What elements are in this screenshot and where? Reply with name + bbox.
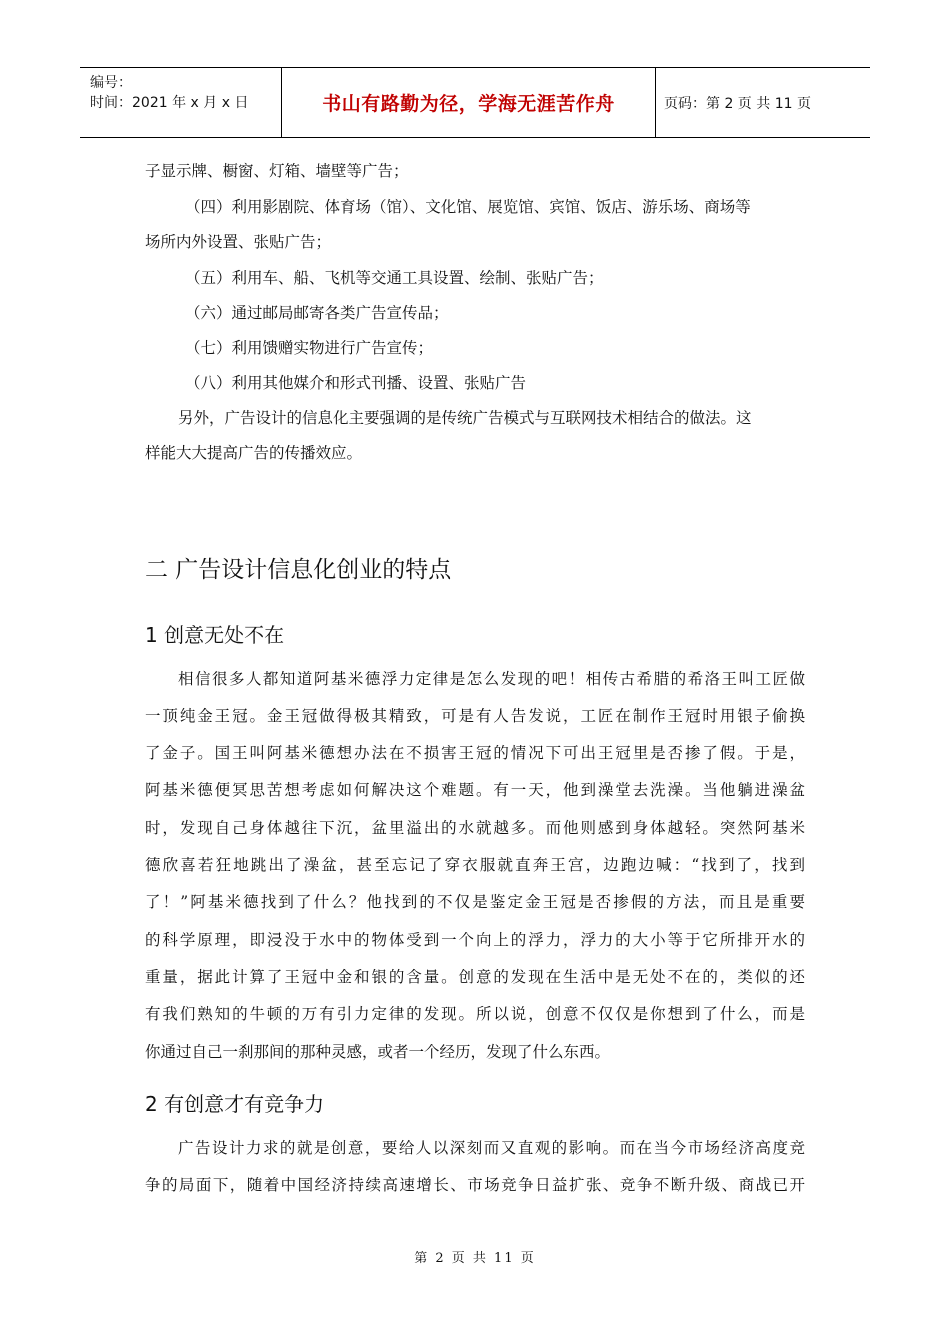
body-line: 子显示牌、橱窗、灯箱、墙壁等广告；: [145, 162, 409, 180]
page-info: 页码：第 2 页 共 11 页: [664, 95, 811, 112]
body-line: 场所内外设置、张贴广告；: [145, 233, 332, 251]
header-page-cell: [656, 68, 870, 137]
paragraph-line: 争的局面下，随着中国经济持续高速增长、市场竞争日益扩张、竞争不断升级、商战已开: [145, 1176, 805, 1194]
paragraph-line: 有我们熟知的牛顿的万有引力定律的发现。所以说，创意不仅仅是你想到了什么，而是: [145, 1005, 805, 1023]
paragraph-line: 的科学原理，即浸没于水中的物体受到一个向上的浮力，浮力的大小等于它所排开水的: [145, 931, 805, 949]
date-label: 时间：2021 年 x 月 x 日: [90, 95, 249, 111]
motto-text: 书山有路勤为径，学海无涯苦作舟: [322, 93, 615, 115]
paragraph-line: 了！”阿基米德找到了什么？他找到的不仅是鉴定金王冠是否掺假的方法，而且是重要: [145, 893, 805, 911]
list-item: （四）利用影剧院、体育场（馆）、文化馆、展览馆、宾馆、饭店、游乐场、商场等: [185, 198, 751, 216]
list-item: （五）利用车、船、飞机等交通工具设置、绘制、张贴广告；: [185, 269, 604, 287]
body-line: 样能大大提高广告的传播效应。: [145, 444, 363, 462]
list-item: （八）利用其他媒介和形式刊播、设置、张贴广告: [185, 374, 527, 392]
page-footer: 第 2 页 共 11 页: [414, 1251, 536, 1266]
list-item: （七）利用馈赠实物进行广告宣传；: [185, 339, 434, 357]
paragraph-line: 广告设计力求的就是创意，要给人以深刻而又直观的影响。而在当今市场经济高度竞: [178, 1139, 805, 1157]
paragraph-line: 相信很多人都知道阿基米德浮力定律是怎么发现的吧！相传古希腊的希洛王叫工匠做: [178, 670, 805, 688]
paragraph-line: 你通过自己一刹那间的那种灵感，或者一个经历，发现了什么东西。: [145, 1043, 611, 1061]
subsection-title-1: 1 创意无处不在: [145, 623, 285, 647]
paragraph-line: 德欣喜若狂地跳出了澡盆，甚至忘记了穿衣服就直奔王宫，边跑边喊：“找到了，找到: [145, 856, 805, 874]
page-header: [80, 67, 870, 138]
serial-label: 编号：: [90, 75, 132, 91]
section-title: 二 广告设计信息化创业的特点: [145, 557, 452, 583]
paragraph-line: 一顶纯金王冠。金王冠做得极其精致，可是有人告发说，工匠在制作王冠时用银子偷换: [145, 707, 805, 725]
paragraph-line: 阿基米德便冥思苦想考虑如何解决这个难题。有一天，他到澡堂去洗澡。当他躺进澡盆: [145, 781, 805, 799]
paragraph-line: 时，发现自己身体越往下沉，盆里溢出的水就越多。而他则感到身体越轻。突然阿基米: [145, 819, 805, 837]
body-line: 另外，广告设计的信息化主要强调的是传统广告模式与互联网技术相结合的做法。这: [178, 409, 752, 427]
header-motto-cell: [282, 68, 656, 137]
paragraph-line: 重量，据此计算了王冠中金和银的含量。创意的发现在生活中是无处不在的，类似的还: [145, 968, 805, 986]
paragraph-line: 了金子。国王叫阿基米德想办法在不损害王冠的情况下可出王冠里是否掺了假。于是，: [145, 744, 805, 762]
list-item: （六）通过邮局邮寄各类广告宣传品；: [185, 304, 449, 322]
header-meta-cell: [80, 68, 282, 137]
subsection-title-2: 2 有创意才有竞争力: [145, 1092, 325, 1116]
